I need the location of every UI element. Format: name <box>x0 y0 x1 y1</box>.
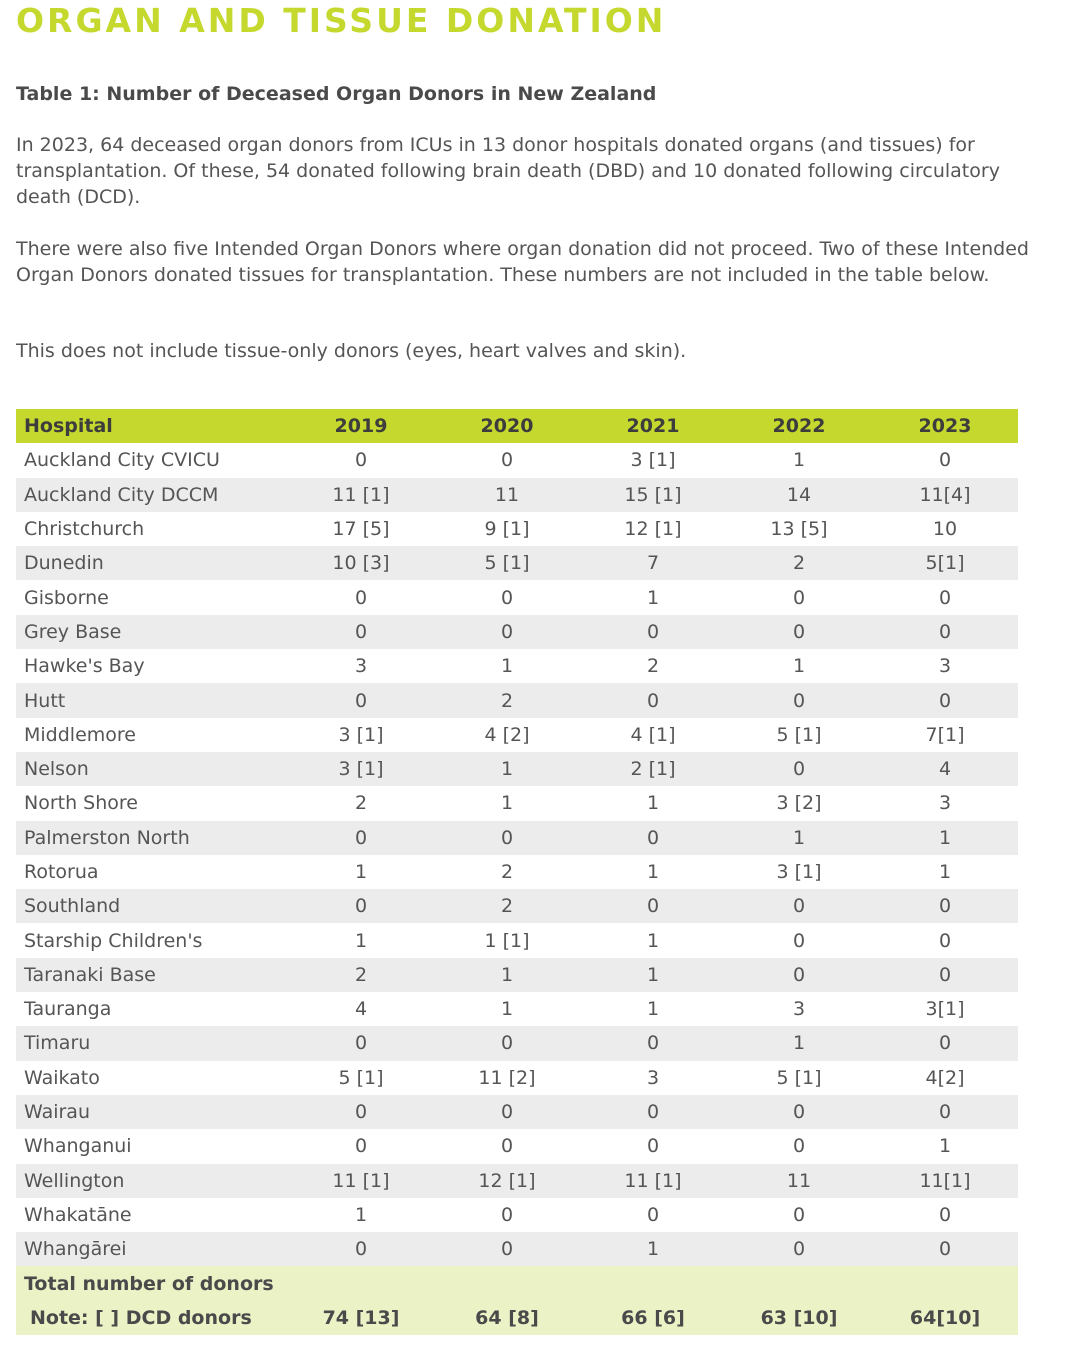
value-2019-cell: 0 <box>288 1232 434 1266</box>
value-2019-cell: 5 [1] <box>338 1066 384 1089</box>
value-2020-cell: 5 [1] <box>434 546 580 580</box>
table-row <box>16 580 1018 614</box>
value-2020-cell: 12 [1] <box>434 1164 580 1198</box>
value-2021-cell: 4 [1] <box>630 723 676 746</box>
hospital-name-cell: Tauranga <box>24 998 112 1021</box>
value-2022-cell: 1 <box>792 449 806 472</box>
value-2021-cell: 0 <box>646 1135 660 1158</box>
header-year-2022: 2022 <box>726 409 872 443</box>
value-2021-cell: 1 <box>646 586 660 609</box>
value-2022-cell: 1 <box>792 655 806 678</box>
header-hospital: Hospital <box>16 409 288 443</box>
value-2021-cell: 0 <box>580 889 726 923</box>
value-2020-cell: 2 <box>434 889 580 923</box>
value-2019-cell: 17 [5] <box>332 518 390 541</box>
header-year-2020: 2020 <box>434 409 580 443</box>
value-2020-cell: 2 <box>500 861 514 883</box>
hospital-name-cell: Dunedin <box>16 546 288 580</box>
value-2022-cell: 3 [1] <box>776 861 822 883</box>
value-2020-cell: 1 <box>500 655 514 678</box>
value-2023-cell: 0 <box>938 449 952 472</box>
value-2021-cell: 7 <box>580 546 726 580</box>
value-2020-cell: 0 <box>500 1203 514 1226</box>
table-row <box>16 649 1018 683</box>
value-2023-cell: 0 <box>872 683 1018 717</box>
table-row <box>16 1232 1018 1266</box>
value-2019-cell: 1 <box>354 861 368 883</box>
value-2020-cell: 0 <box>500 1135 514 1158</box>
value-2022-cell: 0 <box>726 683 872 717</box>
hospital-name-cell: Wellington <box>16 1164 288 1198</box>
value-2021-cell: 12 [1] <box>624 518 682 541</box>
hospital-name-cell: Whangārei <box>16 1232 288 1266</box>
value-2019-cell: 0 <box>288 683 434 717</box>
value-2021-cell: 3 <box>646 1066 660 1089</box>
value-2023-cell: 3 <box>938 792 952 815</box>
hospital-name-cell: Whakatāne <box>24 1203 132 1226</box>
hospital-name-cell: Hawke's Bay <box>24 655 145 678</box>
value-2019-cell: 10 [3] <box>288 546 434 580</box>
table-row <box>16 718 1018 752</box>
value-2022-cell: 3 <box>792 998 806 1021</box>
hospital-name-cell: Whanganui <box>24 1135 132 1158</box>
table-caption: Table 1: Number of Deceased Organ Donors in New Zealand <box>16 83 657 105</box>
table-row <box>16 512 1018 546</box>
table-row <box>16 1164 1018 1198</box>
value-2021-cell: 1 <box>580 1232 726 1266</box>
value-2022-cell: 1 <box>726 1026 872 1060</box>
table-footer <box>16 1266 1018 1335</box>
value-2022-cell: 14 <box>726 478 872 512</box>
hospital-name-cell: Rotorua <box>24 861 99 883</box>
value-2021-cell: 1 <box>646 929 660 952</box>
hospital-name-cell: Nelson <box>16 752 288 786</box>
value-2019-cell: 1 <box>354 929 368 952</box>
value-2022-cell: 0 <box>726 1232 872 1266</box>
value-2021-cell: 1 <box>646 998 660 1021</box>
hospital-name-cell: Waikato <box>24 1066 100 1089</box>
value-2020-cell: 11 <box>434 478 580 512</box>
total-label: Total number of donors <box>16 1266 1018 1300</box>
value-2023-cell: 10 <box>932 518 958 541</box>
hospital-name-cell: Middlemore <box>24 723 136 746</box>
value-2020-cell: 0 <box>434 1232 580 1266</box>
table-row <box>16 889 1018 923</box>
value-2023-cell: 0 <box>872 1232 1018 1266</box>
total-2019: 74 [13] <box>288 1301 434 1335</box>
value-2020-cell: 1 <box>434 958 580 992</box>
value-2023-cell: 0 <box>938 1203 952 1226</box>
value-2020-cell: 0 <box>434 1095 580 1129</box>
hospital-name-cell: Palmerston North <box>16 821 288 855</box>
value-2023-cell: 3 <box>938 655 952 678</box>
value-2022-cell: 0 <box>792 929 806 952</box>
value-2023-cell: 0 <box>872 889 1018 923</box>
value-2020-cell: 11 [2] <box>478 1066 536 1089</box>
value-2023-cell: 0 <box>872 958 1018 992</box>
table-row <box>16 615 1018 649</box>
value-2019-cell: 4 <box>354 998 368 1021</box>
value-2022-cell: 13 [5] <box>770 518 828 541</box>
value-2022-cell: 0 <box>726 615 872 649</box>
value-2022-cell: 0 <box>726 752 872 786</box>
value-2021-cell: 0 <box>580 1026 726 1060</box>
value-2020-cell: 1 [1] <box>484 929 530 952</box>
value-2019-cell: 11 [1] <box>288 1164 434 1198</box>
hospital-name-cell: Wairau <box>16 1095 288 1129</box>
hospital-name-cell: Auckland City DCCM <box>16 478 288 512</box>
value-2019-cell: 2 <box>288 958 434 992</box>
value-2021-cell: 1 <box>646 792 660 815</box>
value-2019-cell: 0 <box>354 586 368 609</box>
value-2021-cell: 1 <box>646 861 660 883</box>
value-2020-cell: 1 <box>434 752 580 786</box>
value-2019-cell: 0 <box>288 1095 434 1129</box>
value-2020-cell: 0 <box>434 821 580 855</box>
total-2021: 66 [6] <box>580 1301 726 1335</box>
value-2021-cell: 0 <box>646 1203 660 1226</box>
value-2023-cell: 0 <box>872 1026 1018 1060</box>
table-row <box>16 752 1018 786</box>
value-2022-cell: 0 <box>792 1203 806 1226</box>
table-body <box>16 443 1018 1266</box>
hospital-name-cell: Christchurch <box>24 518 145 541</box>
table-row <box>16 1129 1018 1163</box>
value-2022-cell: 1 <box>726 821 872 855</box>
value-2019-cell: 2 <box>354 792 368 815</box>
value-2023-cell: 0 <box>872 1095 1018 1129</box>
value-2022-cell: 0 <box>726 889 872 923</box>
total-2022: 63 [10] <box>726 1301 872 1335</box>
value-2023-cell: 11[1] <box>872 1164 1018 1198</box>
intro-paragraph-2: There were also five Intended Organ Donors where organ donation did not proceed. Two of these Intended Organ Donors donated tissues for transplantation. These numbers are not included in the table below. <box>16 238 1029 286</box>
table-row <box>16 1061 1018 1095</box>
value-2019-cell: 3 [1] <box>338 723 384 746</box>
table-row <box>16 478 1018 512</box>
value-2020-cell: 1 <box>500 998 514 1021</box>
hospital-name-cell: Hutt <box>16 683 288 717</box>
value-2020-cell: 0 <box>500 586 514 609</box>
header-year-2019: 2019 <box>288 409 434 443</box>
dcd-note: Note: [ ] DCD donors <box>16 1301 288 1335</box>
hospital-name-cell: Starship Children's <box>24 929 203 952</box>
value-2022-cell: 0 <box>726 1095 872 1129</box>
value-2022-cell: 0 <box>792 586 806 609</box>
value-2023-cell: 0 <box>872 615 1018 649</box>
value-2021-cell: 0 <box>580 821 726 855</box>
value-2020-cell: 2 <box>434 683 580 717</box>
total-2023: 64[10] <box>872 1301 1018 1335</box>
header-year-2021: 2021 <box>580 409 726 443</box>
intro-paragraph-1: In 2023, 64 deceased organ donors from ICUs in 13 donor hospitals donated organs (and tissues) for transplantation. Of these, 54 donated following brain death (DBD) and 10 donated following circulatory death (DCD). <box>16 134 1000 208</box>
table-row <box>16 958 1018 992</box>
hospital-name-cell: Gisborne <box>24 586 109 609</box>
value-2019-cell: 0 <box>354 1135 368 1158</box>
table-row <box>16 546 1018 580</box>
value-2019-cell: 3 [1] <box>288 752 434 786</box>
table-row <box>16 855 1018 889</box>
value-2021-cell: 2 <box>646 655 660 678</box>
value-2021-cell: 0 <box>580 1095 726 1129</box>
value-2023-cell: 5[1] <box>872 546 1018 580</box>
table-row <box>16 443 1018 477</box>
value-2023-cell: 7[1] <box>925 723 965 746</box>
intro-paragraph-3: This does not include tissue-only donors (eyes, heart valves and skin). <box>16 340 687 362</box>
value-2022-cell: 3 [2] <box>776 792 822 815</box>
value-2020-cell: 9 [1] <box>484 518 530 541</box>
hospital-name-cell: Taranaki Base <box>16 958 288 992</box>
value-2019-cell: 0 <box>288 615 434 649</box>
value-2023-cell: 1 <box>938 861 952 883</box>
value-2023-cell: 1 <box>872 821 1018 855</box>
value-2023-cell: 4[2] <box>925 1066 965 1089</box>
value-2020-cell: 0 <box>434 615 580 649</box>
value-2023-cell: 0 <box>938 586 952 609</box>
value-2020-cell: 0 <box>434 1026 580 1060</box>
hospital-name-cell: Southland <box>16 889 288 923</box>
value-2021-cell: 0 <box>580 615 726 649</box>
value-2021-cell: 2 [1] <box>580 752 726 786</box>
value-2020-cell: 0 <box>500 449 514 472</box>
header-row <box>16 409 1018 443</box>
table-row <box>16 1095 1018 1129</box>
table-row <box>16 923 1018 957</box>
hospital-name-cell: Auckland City CVICU <box>24 449 220 472</box>
table-row <box>16 683 1018 717</box>
value-2021-cell: 11 [1] <box>580 1164 726 1198</box>
value-2023-cell: 11[4] <box>872 478 1018 512</box>
value-2022-cell: 0 <box>726 958 872 992</box>
value-2019-cell: 0 <box>288 1026 434 1060</box>
value-2023-cell: 3[1] <box>925 998 965 1021</box>
table-row <box>16 1026 1018 1060</box>
table-row <box>16 821 1018 855</box>
value-2020-cell: 1 <box>500 792 514 815</box>
table-row <box>16 786 1018 820</box>
value-2019-cell: 0 <box>288 821 434 855</box>
table-row <box>16 1198 1018 1232</box>
value-2019-cell: 0 <box>288 889 434 923</box>
table-row <box>16 992 1018 1026</box>
header-year-2023: 2023 <box>872 409 1018 443</box>
page-title: ORGAN AND TISSUE DONATION <box>16 1 667 40</box>
value-2019-cell: 0 <box>354 449 368 472</box>
value-2021-cell: 3 [1] <box>630 449 676 472</box>
hospital-name-cell: Grey Base <box>16 615 288 649</box>
hospital-name-cell: North Shore <box>24 792 138 815</box>
value-2022-cell: 5 [1] <box>776 1066 822 1089</box>
value-2021-cell: 0 <box>580 683 726 717</box>
value-2021-cell: 15 [1] <box>580 478 726 512</box>
donors-table <box>16 409 1018 1335</box>
total-2020: 64 [8] <box>434 1301 580 1335</box>
total-label-row <box>16 1266 1018 1300</box>
value-2019-cell: 11 [1] <box>288 478 434 512</box>
value-2019-cell: 3 <box>354 655 368 678</box>
table-header <box>16 409 1018 443</box>
value-2023-cell: 4 <box>872 752 1018 786</box>
value-2022-cell: 0 <box>792 1135 806 1158</box>
value-2020-cell: 4 [2] <box>484 723 530 746</box>
value-2023-cell: 1 <box>938 1135 952 1158</box>
hospital-name-cell: Timaru <box>16 1026 288 1060</box>
value-2022-cell: 11 <box>726 1164 872 1198</box>
total-row <box>16 1301 1018 1335</box>
value-2022-cell: 2 <box>726 546 872 580</box>
value-2021-cell: 1 <box>580 958 726 992</box>
value-2022-cell: 5 [1] <box>776 723 822 746</box>
value-2019-cell: 1 <box>354 1203 368 1226</box>
value-2023-cell: 0 <box>938 929 952 952</box>
